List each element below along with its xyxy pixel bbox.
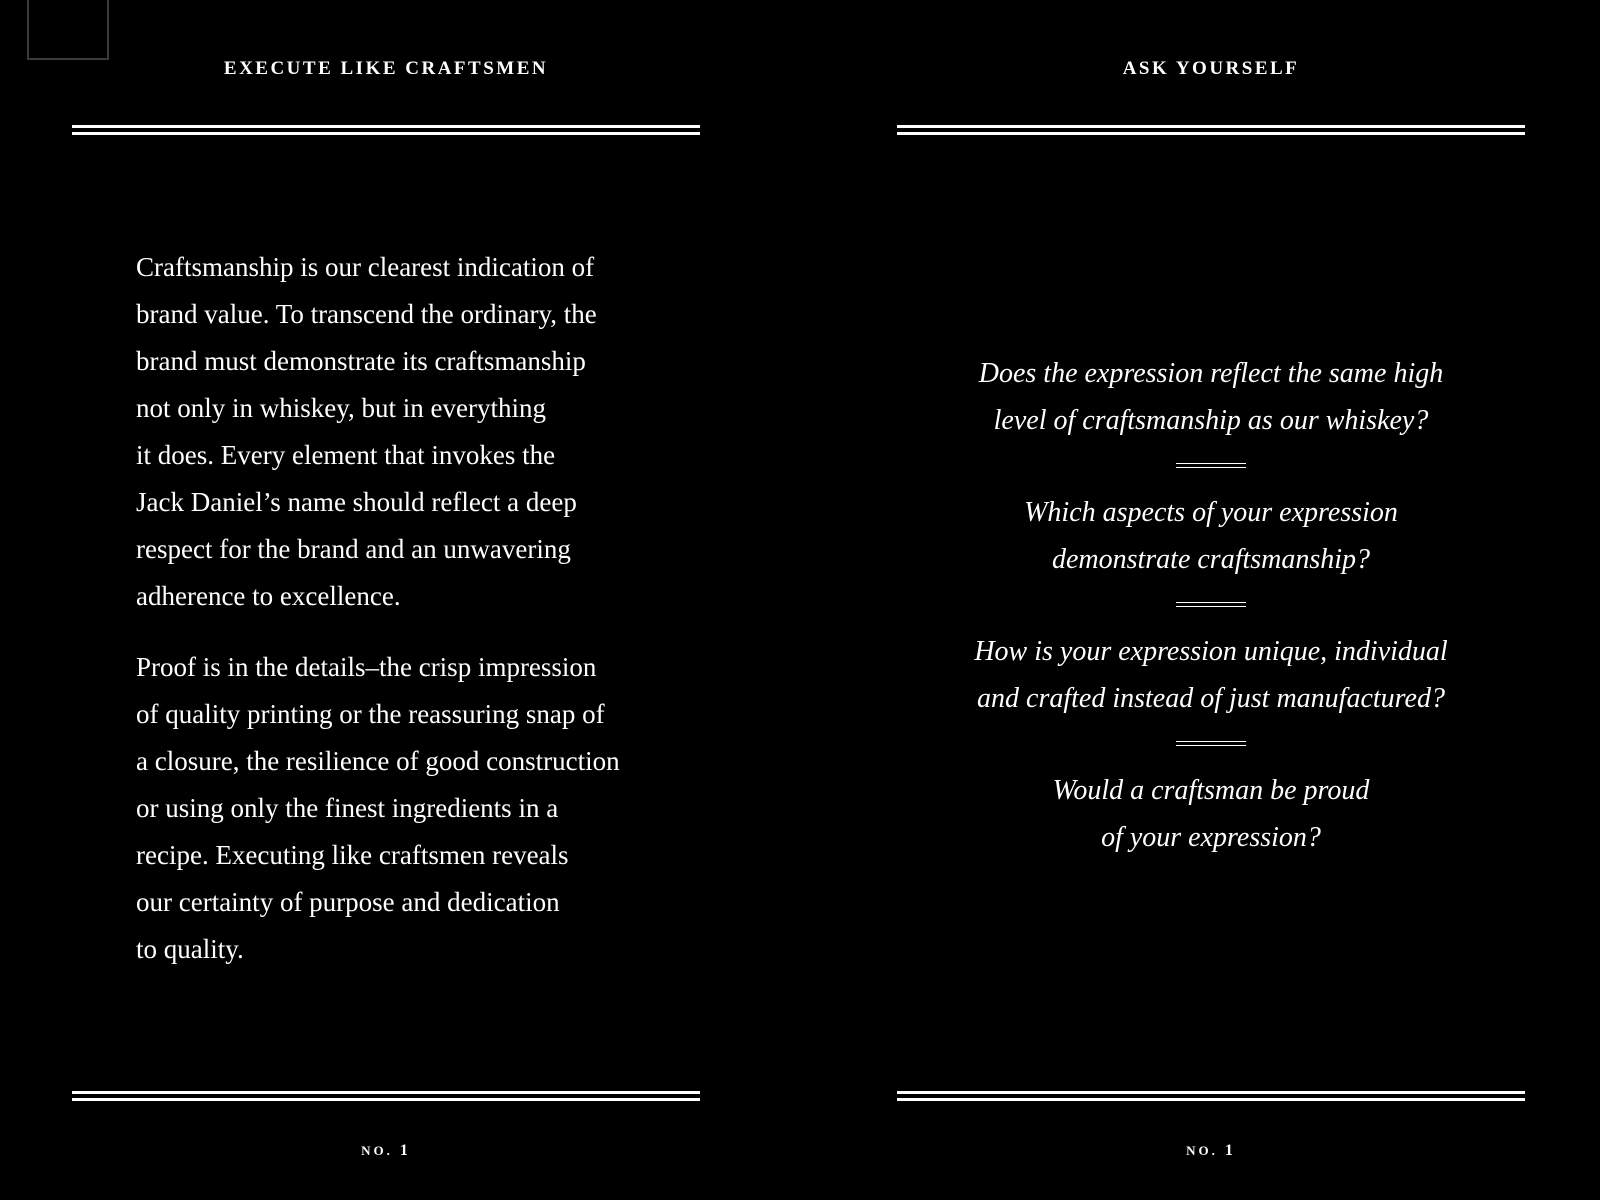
left-page-number: [72, 1142, 700, 1160]
question-item: Does the expression reflect the same high level of craftsmanship as our whiskey?: [978, 358, 1444, 436]
right-page: [897, 0, 1525, 1200]
paragraph-craftsmanship: Craftsmanship is our clearest indication of brand value. To transcend the ordinary, the brand must demonstrate its craftsmanship not only in whiskey, but in everything it does. Every element that invokes the Jack Daniel’s name should reflect a deep respect for the brand and an unwavering adherence to excellence.: [136, 252, 597, 611]
question-item: Would a craftsman be proud of your expression?: [1052, 775, 1370, 853]
right-bottom-double-rule: [897, 1091, 1525, 1101]
left-body-copy: [136, 244, 656, 997]
left-running-head: EXECUTE LIKE CRAFTSMEN: [223, 58, 549, 79]
question-item: Which aspects of your expression demonstrate craftsmanship?: [1024, 497, 1398, 575]
right-running-head: ASK YOURSELF: [1122, 58, 1300, 79]
question-divider: [1176, 602, 1246, 607]
right-top-double-rule: [897, 125, 1525, 135]
left-page: [72, 0, 700, 1200]
paragraph-proof: Proof is in the details–the crisp impression of quality printing or the reassuring snap of a closure, the resilience of good construction or using only the finest ingredients in a recipe. Executing like craftsmen reveals our certainty of purpose and dedication to quality.: [136, 652, 620, 964]
left-top-double-rule: [72, 125, 700, 135]
question-list: [897, 350, 1525, 861]
right-page-number: [897, 1142, 1525, 1160]
question-divider: [1176, 463, 1246, 468]
right-folio-label: NO.: [1186, 1143, 1218, 1158]
left-bottom-double-rule: [72, 1091, 700, 1101]
left-folio-number: 1: [399, 1142, 411, 1159]
left-folio-label: NO.: [361, 1143, 393, 1158]
question-divider: [1176, 741, 1246, 746]
right-folio-number: 1: [1224, 1142, 1236, 1159]
question-item: How is your expression unique, individual and crafted instead of just manufactured?: [974, 636, 1448, 714]
